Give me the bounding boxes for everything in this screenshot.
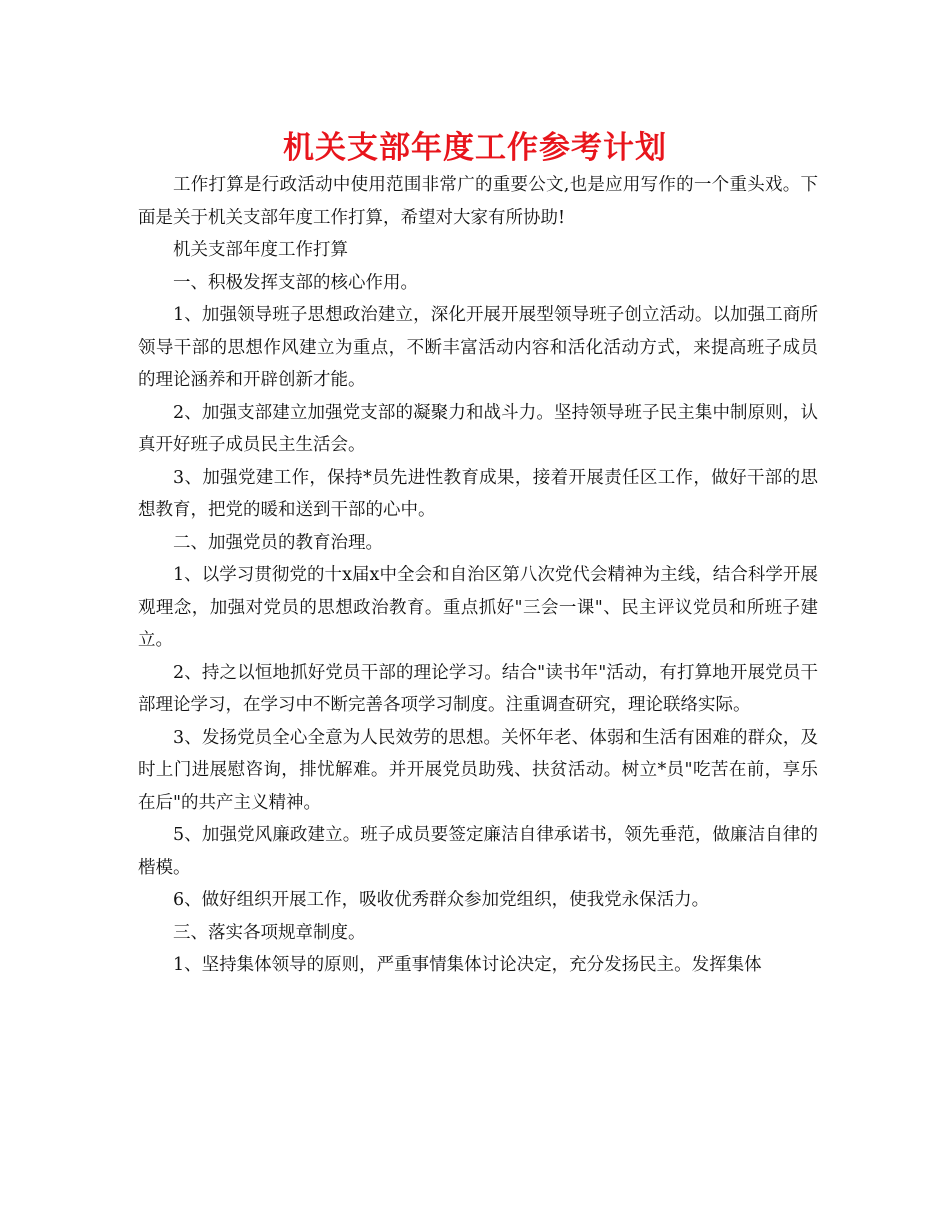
paragraph: 5、加强党风廉政建立。班子成员要签定廉洁自律承诺书，领先垂范，做廉洁自律的楷模。	[138, 825, 818, 878]
paragraph: 1、坚持集体领导的原则，严重事情集体讨论决定，充分发扬民主。发挥集体	[173, 955, 762, 975]
section-heading-1: 一、积极发挥支部的核心作用。	[173, 272, 418, 293]
paragraph: 6、做好组织开展工作，吸收优秀群众参加党组织，使我党永保活力。	[173, 890, 710, 910]
paragraph: 1、加强领导班子思想政治建立，深化开展开展型领导班子创立活动。以加强工商所领导干部的思想作风建立为重点，不断丰富活动内容和活化活动方式，来提高班子成员的理论涵养和开辟创新才能。	[138, 305, 818, 390]
paragraph: 3、发扬党员全心全意为人民效劳的思想。关怀年老、体弱和生活有困难的群众，及时上门进展慰咨询，排忧解难。并开展党员助残、扶贫活动。树立*员"吃苦在前，享乐在后"的共产主义精神。	[138, 727, 818, 813]
document-title: 机关支部年度工作参考计划	[283, 130, 667, 166]
document-body	[138, 169, 818, 982]
paragraph-intro: 工作打算是行政活动中使用范围非常广的重要公文,也是应用写作的一个重头戏。下面是关于机关支部年度工作打算，希望对大家有所协助!	[138, 175, 818, 228]
paragraph: 3、加强党建工作，保持*员先进性教育成果，接着开展责任区工作，做好干部的思想教育，把党的暖和送到干部的心中。	[138, 467, 818, 520]
section-heading-2: 二、加强党员的教育治理。	[173, 532, 383, 553]
paragraph: 2、持之以恒地抓好党员干部的理论学习。结合"读书年"活动，有打算地开展党员干部理论学习，在学习中不断完善各项学习制度。注重调查研究，理论联络实际。	[138, 662, 818, 715]
section-heading-3: 三、落实各项规章制度。	[173, 922, 366, 943]
paragraph: 2、加强支部建立加强党支部的凝聚力和战斗力。坚持领导班子民主集中制原则，认真开好班子成员民主生活会。	[138, 402, 818, 455]
paragraph-subtitle: 机关支部年度工作打算	[173, 240, 348, 260]
paragraph: 1、以学习贯彻党的十x届x中全会和自治区第八次党代会精神为主线，结合科学开展观理念，加强对党员的思想政治教育。重点抓好"三会一课"、民主评议党员和所班子建立。	[138, 565, 818, 650]
